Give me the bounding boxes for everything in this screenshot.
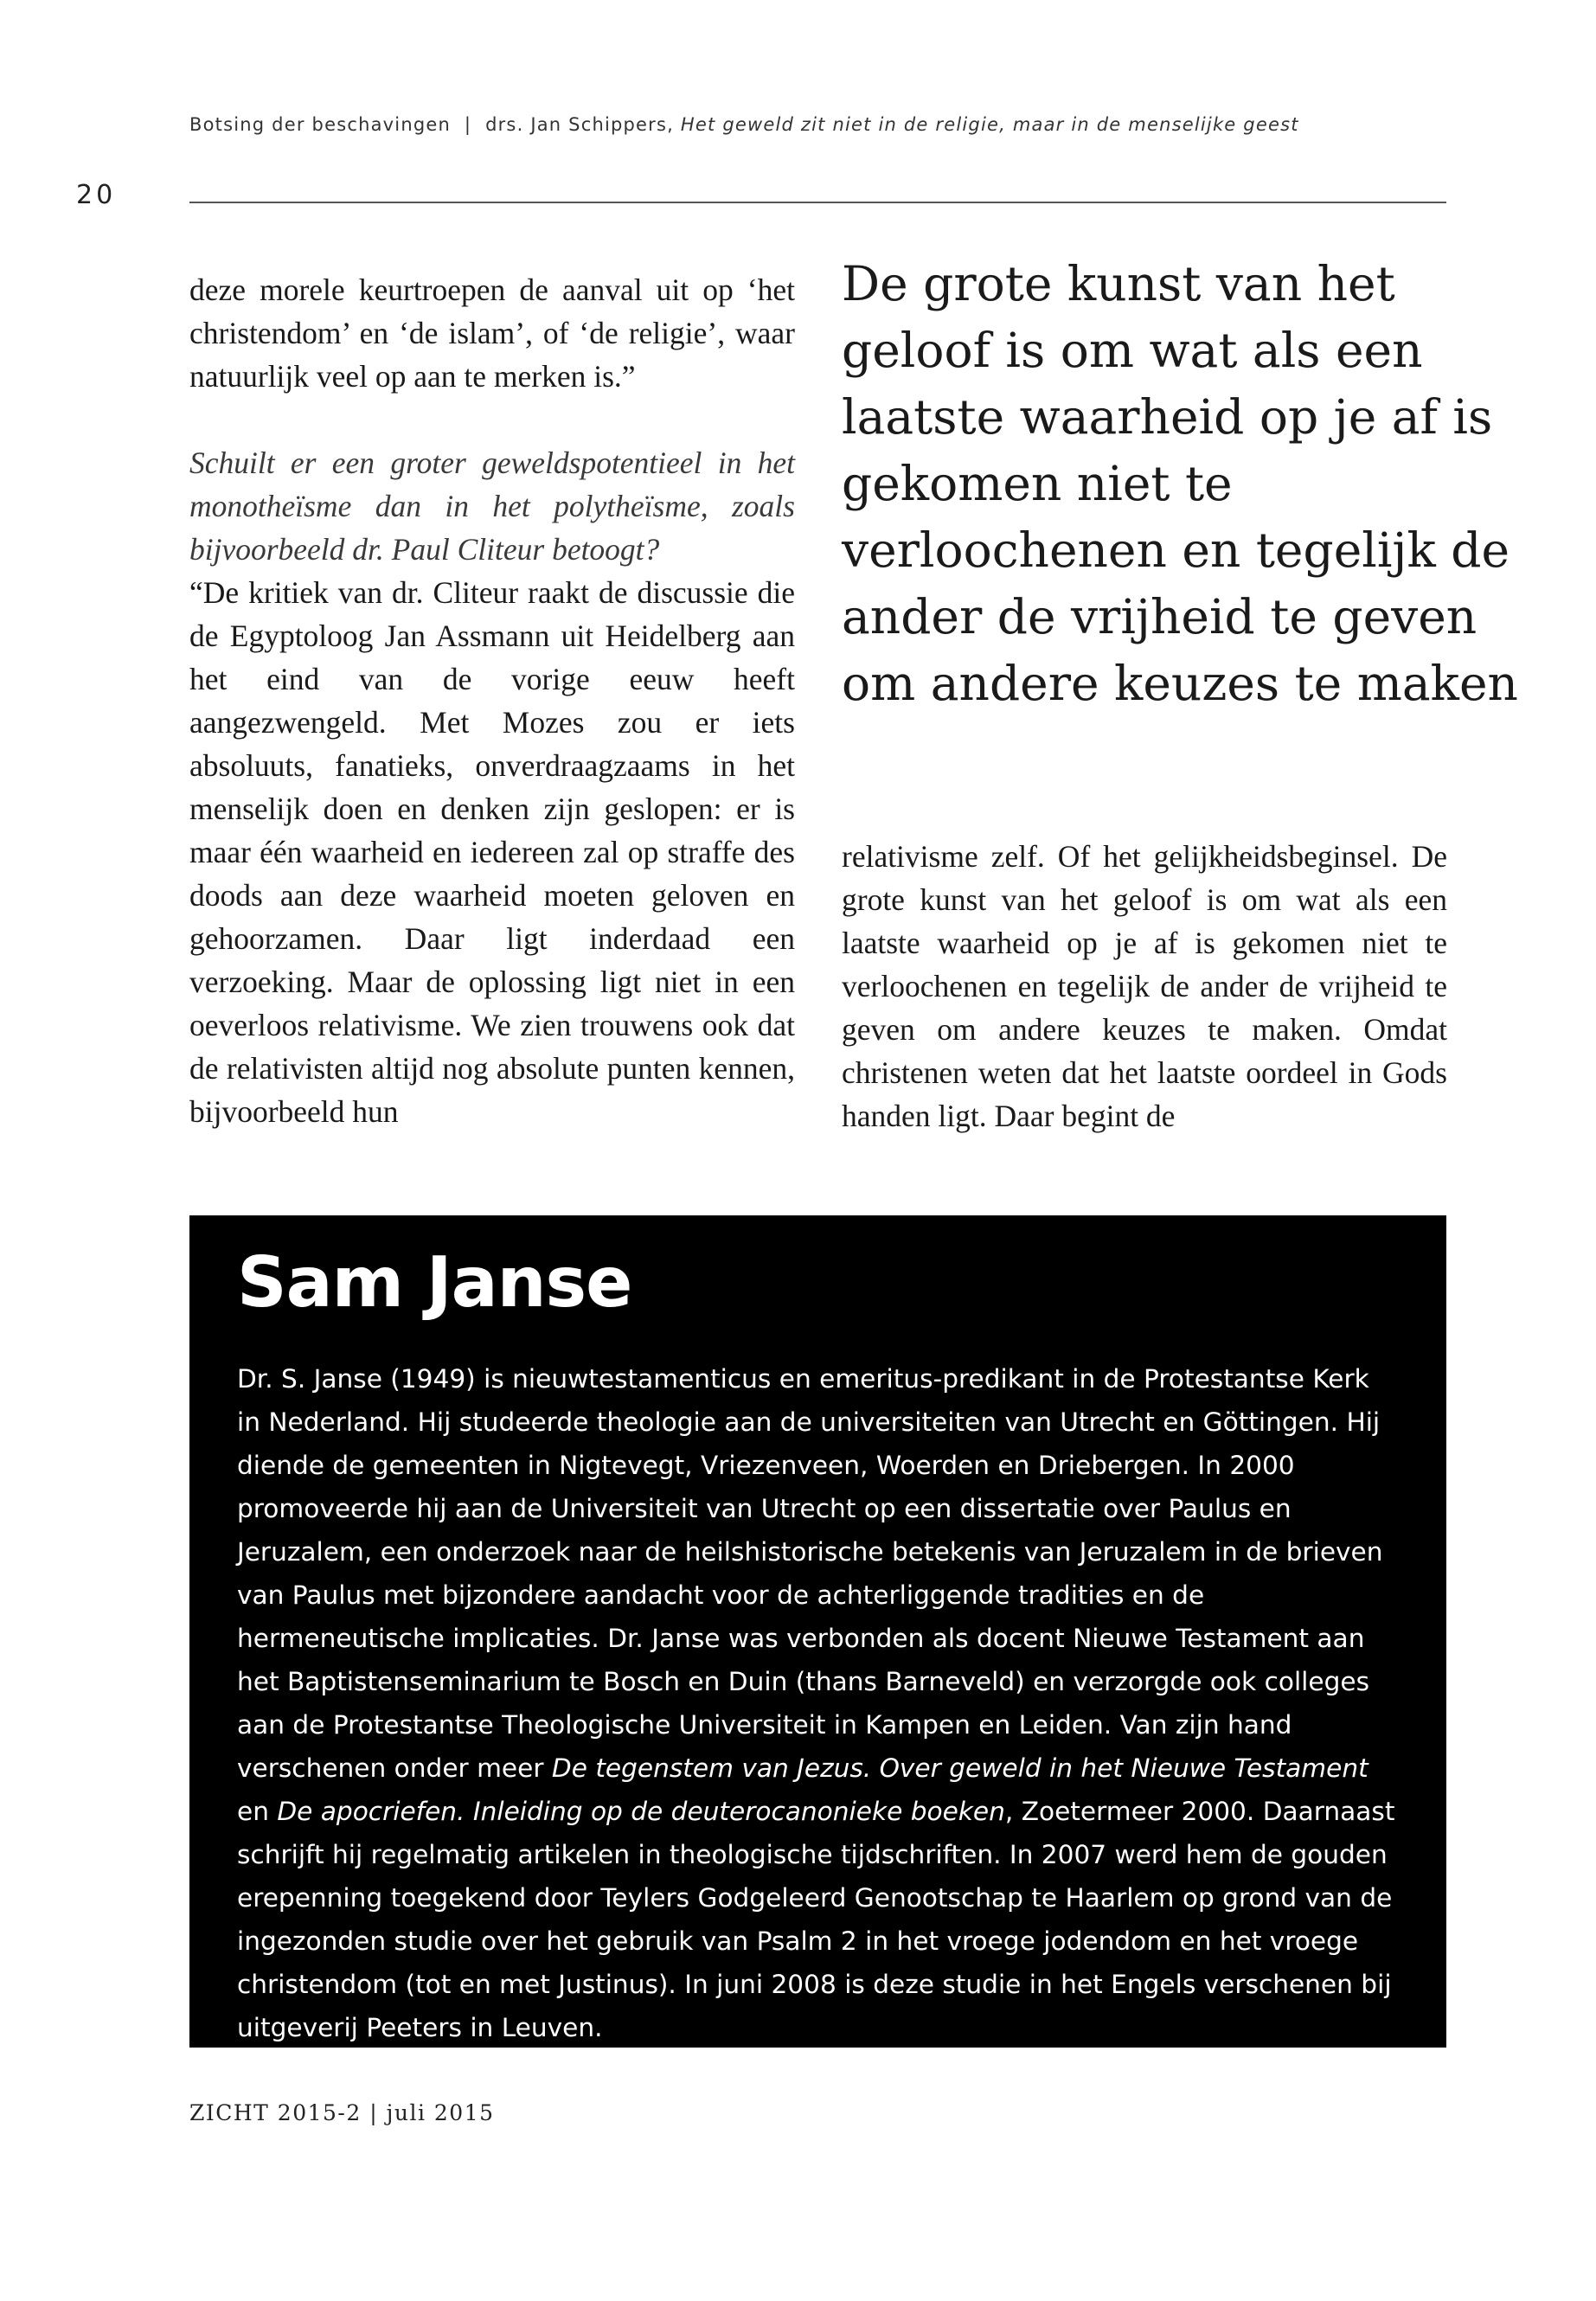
bio-book-title: De apocriefen. Inleiding op de deuterocanonieke boeken <box>277 1797 1005 1826</box>
page-footer: ZICHT 2015-2 | juli 2015 <box>189 2100 495 2125</box>
left-column <box>189 268 795 1133</box>
right-column <box>842 835 1447 1138</box>
author-bio-box <box>189 1215 1446 2048</box>
interview-question: Schuilt er een groter geweldspotentieel in het monotheïsme dan in het polytheïsme, zoals bijvoorbeeld dr. Paul Cliteur betoogt? <box>189 445 795 567</box>
bio-book-title: De tegenstem van Jezus. Over geweld in het Nieuwe Testament <box>551 1753 1368 1783</box>
header-article-title: Het geweld zit niet in de religie, maar in de menselijke geest <box>680 114 1299 135</box>
bio-text-part: en <box>237 1797 278 1826</box>
right-column-paragraph: relativisme zelf. Of het gelijkheidsbeginsel. De grote kunst van het geloof is om wat als een laatste waarheid op je af is gekomen niet te verloochenen en tegelijk de ander de vrijheid te geven om andere keuzes te maken. Omdat christenen weten dat het laatste oordeel in Gods handen ligt. Daar begint de <box>842 839 1447 1133</box>
page-number: 20 <box>76 180 117 210</box>
bio-name: Sam Janse <box>237 1242 632 1323</box>
pull-quote-line: De grote kunst van het <box>842 256 1395 311</box>
bio-text <box>237 1357 1398 2049</box>
lead-paragraph: deze morele keurtroepen de aanval uit op ‘het christendom’ en ‘de islam’, of ‘de religie’, waar natuurlijk veel op aan te merken is.” <box>189 272 795 394</box>
publication-name: Botsing der beschavingen <box>189 114 451 135</box>
pull-quote-line: gekomen niet te <box>842 456 1233 511</box>
pull-quote-line: ander de vrijheid te geven <box>842 589 1477 644</box>
pull-quote-line: om andere keuzes te maken <box>842 656 1518 711</box>
bio-text-part: , Zoetermeer 2000. Daarnaast schrijft hij regelmatig artikelen in theologische tijdschriften. In 2007 werd hem de gouden erepenning toegekend door Teylers Godgeleerd Genootschap te Haarlem op grond van de ingezonden studie over het gebruik van Psalm 2 in het vroege jodendom en het vroege christendom (tot en met Justinus). In juni 2008 is deze studie in het Engels verschenen bij uitgeverij Peeters in Leuven. <box>237 1797 1395 2042</box>
header-rule <box>189 202 1446 203</box>
header-separator: | <box>464 114 472 135</box>
bio-text-part: Dr. S. Janse (1949) is nieuwtestamenticus en emeritus-predikant in de Protestantse Kerk in Nederland. Hij studeerde theologie aan de universiteiten van Utrecht en Göttingen. Hij diende de gemeenten in Nigtevegt, Vriezenveen, Woerden en Driebergen. In 2000 promoveerde hij aan de Universiteit van Utrecht op een dissertatie over Paulus en Jeruzalem, een onderzoek naar de heilshistorische betekenis van Jeruzalem in de brieven van Paulus met bijzondere aandacht voor de achterliggende tradities en de hermeneutische implicaties. Dr. Janse was verbonden als docent Nieuwe Testament aan het Baptistenseminarium te Bosch en Duin (thans Barneveld) en verzorgde ook colleges aan de Protestantse Theologische Universiteit in Kampen en Leiden. Van zijn hand verschenen onder meer <box>237 1364 1383 1783</box>
pull-quote-line: laatste waarheid op je af is <box>842 389 1493 445</box>
interview-answer: “De kritiek van dr. Cliteur raakt de discussie die de Egyptoloog Jan Assmann uit Heidelberg aan het eind van de vorige eeuw heeft aangezwengeld. Met Mozes zou er iets absoluuts, fanatieks, onverdraagzaams in het menselijk doen en denken zijn geslopen: er is maar één waarheid en iedereen zal op straffe des doods aan deze waarheid moeten geloven en gehoorzamen. Daar ligt inderdaad een verzoeking. Maar de oplossing ligt niet in een oeverloos relativisme. We zien trouwens ook dat de relativisten altijd nog absolute punten kennen, bijvoorbeeld hun <box>189 575 795 1129</box>
pull-quote-line: verloochenen en tegelijk de <box>842 522 1510 578</box>
header-author: drs. Jan Schippers, <box>485 114 675 135</box>
running-header <box>189 114 1444 135</box>
pull-quote <box>842 251 1518 717</box>
pull-quote-line: geloof is om wat als een <box>842 323 1423 378</box>
